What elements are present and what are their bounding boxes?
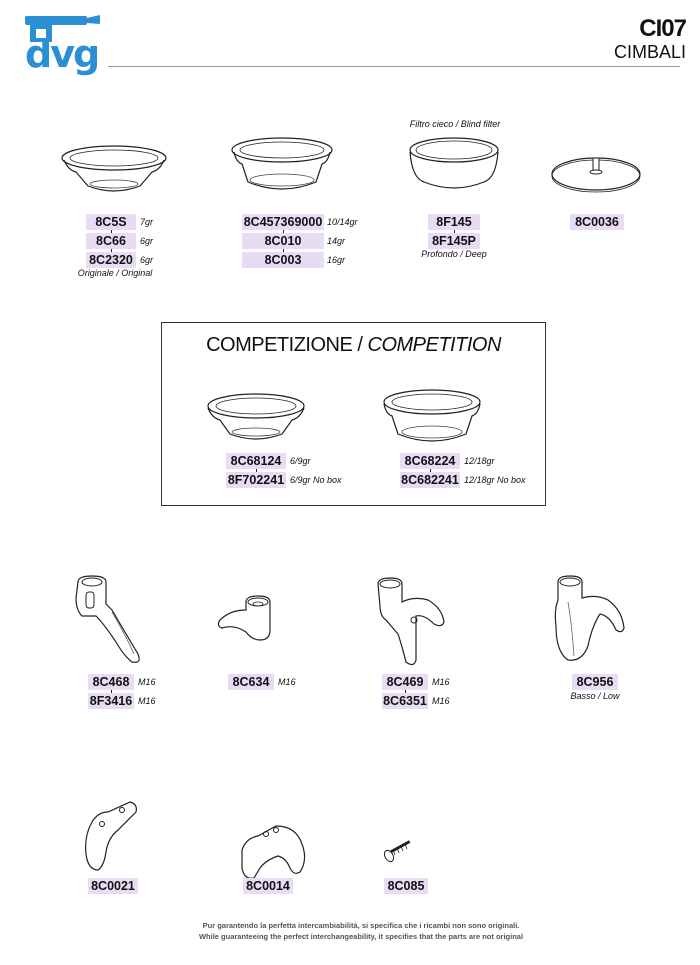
caption-original: Originale / Original: [77, 268, 153, 278]
brand-title: CIMBALI: [613, 42, 686, 62]
code-8C469: 8C469: [382, 674, 428, 690]
disc-icon: [548, 152, 648, 202]
note-7gr: 7gr: [140, 217, 154, 227]
spout-icon: [70, 576, 150, 668]
dvg-logo: [22, 14, 102, 78]
model-title: CI07: [639, 15, 686, 42]
code-8C5S: 8C5S: [86, 214, 136, 230]
note-m16: M16: [138, 696, 156, 706]
code-8C0036: 8C0036: [570, 214, 624, 230]
disclaimer-it: Pur garantendo la perfetta intercambiabilità, si specifica che i ricambi non sono originali.: [202, 921, 520, 930]
code-8F145: 8F145: [428, 214, 480, 230]
note-m16: M16: [138, 677, 156, 687]
code-8C010: 8C010: [242, 233, 324, 249]
code-8C0014: 8C0014: [243, 878, 293, 894]
spout-icon: [372, 576, 452, 672]
competition-title-it: COMPETIZIONE /: [206, 334, 363, 356]
code-8C68224: 8C68224: [400, 453, 460, 469]
note-6gr-original: 6gr: [140, 255, 154, 265]
caption-deep: Profondo / Deep: [421, 249, 487, 259]
code-8C457369000: 8C457369000: [243, 215, 323, 229]
note-12-18gr: 12/18gr: [464, 456, 495, 466]
code-8C66: 8C66: [86, 233, 136, 249]
filter-spring-icon: [78, 800, 148, 876]
code-8C6351: 8C6351: [383, 694, 427, 708]
spout-icon: [216, 596, 286, 648]
caption-low: Basso / Low: [570, 691, 620, 701]
filter-basket-icon: [58, 140, 178, 200]
filter-basket-icon: [228, 134, 338, 198]
code-8C003: 8C003: [242, 252, 324, 268]
code-8C0021: 8C0021: [88, 878, 138, 894]
competition-basket-icon: [380, 386, 490, 450]
code-8C682241: 8C682241: [401, 473, 459, 487]
logo-text: dvg: [25, 32, 99, 76]
note-6-9gr: 6/9gr: [290, 456, 311, 466]
note-10-14gr: 10/14gr: [327, 217, 358, 227]
competition-title: [161, 334, 546, 356]
code-8C085: 8C085: [384, 878, 428, 894]
note-12-18gr-no-box: 12/18gr No box: [464, 475, 526, 485]
disclaimer-en: While guaranteeing the perfect interchangeability, it specifies that the parts are not original: [198, 932, 524, 941]
spout-icon: [548, 576, 628, 664]
note-14gr: 14gr: [327, 236, 346, 246]
blind-filter-icon: [404, 134, 504, 198]
note-m16: M16: [278, 677, 296, 687]
code-8F702241: 8F702241: [227, 473, 285, 487]
code-8C2320: 8C2320: [86, 252, 136, 268]
code-8F145P: 8F145P: [428, 233, 480, 249]
competition-title-en: COMPETITION: [367, 334, 501, 356]
note-16gr: 16gr: [327, 255, 346, 265]
note-6gr: 6gr: [140, 236, 154, 246]
note-m16: M16: [432, 696, 450, 706]
code-8C634: 8C634: [228, 674, 274, 690]
code-8C468: 8C468: [88, 674, 134, 690]
code-8F3416: 8F3416: [89, 694, 133, 708]
screw-icon: [384, 836, 424, 866]
header-rule: [108, 66, 680, 67]
note-m16: M16: [432, 677, 450, 687]
code-8C956: 8C956: [572, 674, 618, 690]
code-8C68124: 8C68124: [226, 453, 286, 469]
competition-basket-icon: [204, 390, 314, 448]
note-6-9gr-no-box: 6/9gr No box: [290, 475, 342, 485]
caption-blind-filter: Filtro cieco / Blind filter: [409, 119, 501, 129]
